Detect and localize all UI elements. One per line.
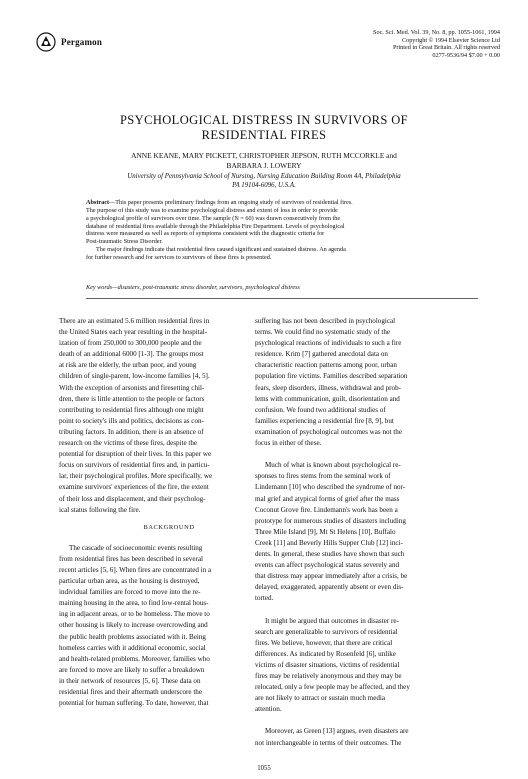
body-text-line: dents. In general, these studies have shown that such <box>255 549 405 558</box>
body-text-line: individual families are forced to move into the re- <box>59 588 201 597</box>
body-text-line: dren, there is little attention to the people or factors <box>59 394 205 403</box>
body-text-line: Much of what is known about psychological re- <box>265 461 401 470</box>
body-text-line: homeless carries with it additional economic, social <box>59 643 206 652</box>
body-text-line: population fire victims. Families described separation <box>255 372 408 381</box>
body-paragraph <box>255 616 475 716</box>
body-text-line: potential for disruption of their lives. In this paper we <box>59 450 212 459</box>
body-text-line: events can affect psychological status severely and <box>255 561 400 570</box>
body-text-line: prototype for numerous studies of disasters including <box>255 516 406 525</box>
article-title-line: RESIDENTIAL FIRES <box>201 128 327 142</box>
body-paragraph <box>255 316 475 449</box>
body-paragraph <box>255 460 475 604</box>
body-text-line: examination of psychological outcomes was not the <box>255 427 402 436</box>
body-text-line: focus on survivors of residential fires and, in particu- <box>59 461 210 470</box>
body-text-line: point to society's ills and politics, decisions as con- <box>59 416 204 425</box>
abstract-line: database of residential fires available through the Philadelphia Fire Department. Levels of psychological <box>86 222 345 230</box>
body-column-right <box>255 316 475 749</box>
body-text-line: There are an estimated 5.6 million residential fires in <box>59 317 210 325</box>
body-text-line: tributing factors. In addition, there is an absence of <box>59 427 204 436</box>
body-text-line: Coconut Grove fire. Lindemann's work has been a <box>255 505 398 514</box>
author-line: BARBARA J. LOWERY <box>226 160 302 170</box>
abstract-label: Abstract <box>86 199 110 206</box>
journal-citation <box>280 29 500 59</box>
body-text-line: that distress may appear immediately after a crisis, be <box>255 572 408 581</box>
body-text-line: from residential fires has been described in several <box>59 554 203 563</box>
body-text-line: Moreover, as Green [13] argues, even disasters are <box>265 727 409 736</box>
affiliation-line: University of Pennsylvania School of Nursing, Nursing Education Building Room 4A, Philadelphia <box>127 173 401 180</box>
paragraph-spacer <box>255 449 475 460</box>
body-text-line: are not likely to attract or sustain much media <box>255 694 386 703</box>
body-text-line: ical status following the fire. <box>59 505 141 514</box>
body-text-line: Three Mile Island [9], Mt St Helens [10], Buffalo <box>255 527 396 536</box>
body-text-line: search are generalizable to survivors of residential <box>255 627 398 636</box>
author-list <box>50 151 478 170</box>
body-paragraph-background <box>59 543 279 709</box>
body-text-line: at risk are the elderly, the urban poor, and young <box>59 361 197 370</box>
author-affiliation <box>46 172 482 190</box>
body-text-line: differences. As indicated by Rosenfeld [6], unlike <box>255 649 396 658</box>
body-text-line: It might be argued that outcomes in disaster re- <box>265 616 399 625</box>
abstract-line <box>86 199 478 207</box>
body-text-line: confusion. We found two additional studies of <box>255 405 386 414</box>
keywords: Key words—disasters, post-traumatic stress disorder, survivors, psychological distress <box>86 284 300 291</box>
body-text-line: relocated, only a few people may be affected, and they <box>255 683 410 692</box>
section-heading: BACKGROUND <box>143 523 195 531</box>
section-divider <box>86 298 478 299</box>
body-text-line: attention. <box>255 705 282 714</box>
pergamon-logo-icon <box>36 32 56 52</box>
paragraph-spacer <box>255 604 475 615</box>
body-text-line: particular urban area, as the housing is destroyed, <box>59 577 200 586</box>
body-text-line: not interchangeable in terms of their outcomes. The <box>255 738 402 747</box>
abstract-line: a psychological profile of survivors over time. The sample (N = 60) was drawn consecutively from the <box>86 214 341 222</box>
affiliation-line: PA 19104-6096, U.S.A. <box>232 182 296 189</box>
body-text-line: maining housing in the area, to find low-rental hous- <box>59 599 209 608</box>
body-text-line: terms. We could find no systematic study of the <box>255 328 391 337</box>
body-text-line: torted. <box>255 594 274 603</box>
body-text-line: suffering has not been described in psychological <box>255 317 396 325</box>
body-text-line: mal grief and atypical forms of grief after the mass <box>255 494 400 503</box>
abstract-line: The major findings indicate that residential fires caused significant and sustained distress. An agenda <box>96 246 346 254</box>
body-text-line: recent articles [5, 6]. When fires are concentrated in a <box>59 565 212 574</box>
body-paragraph-intro <box>59 316 279 516</box>
publisher-logo <box>36 32 102 52</box>
body-text-line: and health-related problems. Moreover, families who <box>59 654 210 663</box>
paragraph-spacer <box>255 715 475 726</box>
body-text-line: psychological reactions of individuals to such a fire <box>255 339 402 348</box>
publisher-name: Pergamon <box>61 37 103 47</box>
body-text-line: fears, sleep disorders, illness, withdrawal and prob- <box>255 383 401 392</box>
body-text-line: fires may be relatively anonymous and they may be <box>255 672 402 680</box>
body-text-line: are forced to move are likely to suffer a breakdown <box>59 665 205 674</box>
body-text-line: research on the victims of these fires, despite the <box>59 439 198 448</box>
author-line: ANNE KEANE, MARY PICKETT, CHRISTOPHER JEPSON, RUTH MCCORKLE and <box>131 151 397 160</box>
journal-code-line: 0277-9536/94 $7.00 + 0.00 <box>432 51 500 59</box>
body-text-line: lems with communication, guilt, disorientation and <box>255 394 400 403</box>
body-text-line: in their network of resources [5, 6]. These data on <box>59 676 201 685</box>
body-text-line: Creek [11] and Beverly Hills Supper Club [12] inci- <box>255 538 403 547</box>
body-text-line: With the exception of arsonists and firesetting chil- <box>59 383 205 392</box>
body-text-line: the United States each year resulting in the hospital- <box>59 328 208 337</box>
body-column-left <box>59 316 279 709</box>
body-text-line: residential fires and their aftermath underscore the <box>59 688 202 696</box>
article-title <box>60 113 468 143</box>
abstract-line: distress were measured as well as reports of symptoms consistent with the diagnostic criteria for <box>86 230 325 238</box>
body-text-line: contributing to residential fires although one might <box>59 405 204 414</box>
body-text-line: sponses to fires stems from the seminal work of <box>255 472 391 481</box>
body-text-line: of their loss and displacement, and their psycholog- <box>59 494 206 503</box>
body-text-line: ing in adjacent areas, or to be homeless. The move to <box>59 610 210 619</box>
body-text-line: Lindemann [10] who described the syndrome of nor- <box>255 483 406 492</box>
body-text-line: delayed, exaggerated, apparently absent or even dis- <box>255 583 404 592</box>
body-paragraph <box>255 726 475 748</box>
body-text-line: children of single-parent, low-income families [4, 5]. <box>59 372 210 381</box>
body-text-line: families experiencing a residential fire [8, 9], but <box>255 416 394 425</box>
body-text-line: potential for human suffering. To date, however, that <box>59 699 209 708</box>
page-number: 1055 <box>257 765 271 772</box>
body-text-line: death of an additional 6000 [1-3]. The groups most <box>59 350 204 359</box>
body-text-line: focus in either of these. <box>255 439 322 448</box>
abstract-line: for further research and for services to survivors of these fires is presented. <box>86 253 272 261</box>
abstract <box>86 199 478 262</box>
body-text-line: examine survivors' experiences of the fire, the extent <box>59 483 209 492</box>
abstract-line: The purpose of this study was to examine psychological distress and extent of loss in order to provide <box>86 206 338 214</box>
journal-citation-line: Soc. Sci. Med. Vol. 39, No. 8, pp. 1055-1061, 1994 <box>373 29 500 36</box>
body-text-line: lar, their psychological profiles. More specifically, we <box>59 472 213 481</box>
abstract-line: Post-traumatic Stress Disorder. <box>86 238 163 246</box>
article-title-line: PSYCHOLOGICAL DISTRESS IN SURVIVORS OF <box>119 113 409 127</box>
body-text-line: other housing is likely to increase overcrowding and <box>59 621 208 630</box>
body-text-line: residence. Krim [7] gathered anecdotal data on <box>255 350 388 359</box>
body-text-line: The cascade of socioeconomic events resulting <box>69 543 203 552</box>
journal-printed-line: Printed in Great Britain. All rights reserved <box>392 44 500 52</box>
body-text-line: characteristic reaction patterns among poor, urban <box>255 361 397 370</box>
body-text-line: the public health problems associated with it. Being <box>59 632 206 641</box>
body-text-line: fires. We believe, however, that there are critical <box>255 638 393 647</box>
journal-copyright-line: Copyright © 1994 Elsevier Science Ltd <box>401 36 500 44</box>
abstract-text: —This paper presents preliminary findings from an ongoing study of survivors of residential fires. <box>109 199 353 206</box>
body-text-line: victims of disaster situations, victims of residential <box>255 660 400 669</box>
body-text-line: ization of from 250,000 to 300,000 people and the <box>59 339 202 348</box>
